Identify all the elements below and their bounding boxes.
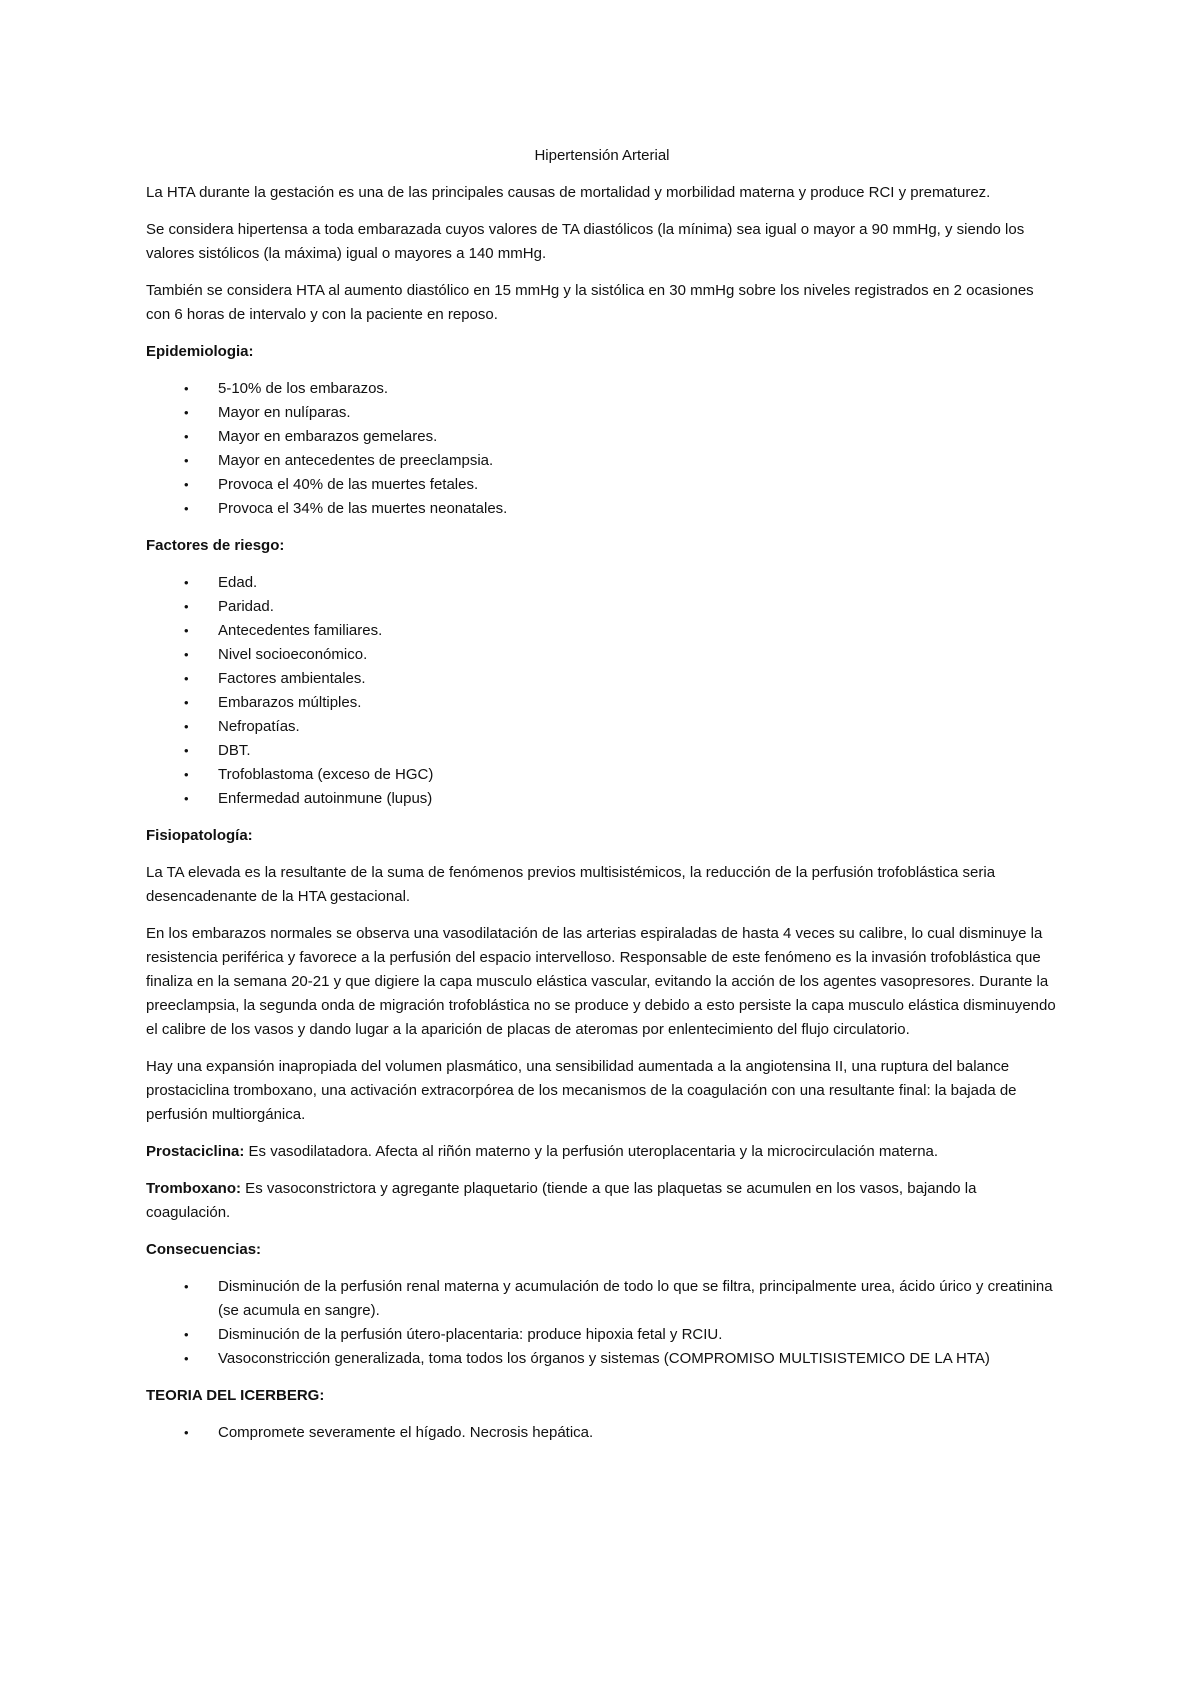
- list-item: [146, 763, 1058, 787]
- bullet-icon: •: [184, 381, 189, 396]
- list-item: [146, 595, 1058, 619]
- bullet-icon: •: [184, 599, 189, 614]
- fisiopatologia-paragraph: En los embarazos normales se observa una vasodilatación de las arterias espiraladas de hasta 4 veces su calibre, lo cual disminuye la resistencia periférica y favorece a la perfusión del espacio intervelloso. Responsable de este fenómeno es la invasión trofoblástica que finaliza en la semana 20-21 y que digiere la capa musculo elástica vascular, evitando la acción de los agentes vasopresores. Durante la preeclampsia, la segunda onda de migración trofoblástica no se produce y debido a esto persiste la capa musculo elástica disminuyendo el calibre de los vasos y dando lugar a la aparición de placas de ateromas por enlentecimiento del flujo circulatorio.: [146, 925, 1056, 1038]
- iceberg-list: [146, 1421, 1058, 1445]
- list-item: [146, 691, 1058, 715]
- intro-paragraph: También se considera HTA al aumento diastólico en 15 mmHg y la sistólica en 30 mmHg sobre los niveles registrados en 2 ocasiones con 6 horas de intervalo y con la paciente en reposo.: [146, 282, 1034, 323]
- list-item: [146, 425, 1058, 449]
- prostaciclina-label: Prostaciclina:: [146, 1143, 245, 1160]
- bullet-icon: •: [184, 1327, 189, 1342]
- list-item: [146, 1275, 1058, 1323]
- bullet-icon: •: [184, 477, 189, 492]
- list-item: [146, 619, 1058, 643]
- list-item-text: Nefropatías.: [218, 718, 300, 735]
- intro-paragraph: La HTA durante la gestación es una de las principales causas de mortalidad y morbilidad materna y produce RCI y prematurez.: [146, 184, 991, 201]
- factores-list: [146, 571, 1058, 811]
- bullet-icon: •: [184, 1351, 189, 1366]
- fisiopatologia-paragraph: Hay una expansión inapropiada del volumen plasmático, una sensibilidad aumentada a la angiotensina II, una ruptura del balance prostaciclina tromboxano, una activación extracorpórea de los mecanismos de la coagulación con una resultante final: la bajada de perfusión multiorgánica.: [146, 1058, 1017, 1123]
- list-item-text: Paridad.: [218, 598, 274, 615]
- bullet-icon: •: [184, 743, 189, 758]
- section-heading-iceberg: TEORIA DEL ICERBERG:: [146, 1387, 325, 1404]
- epidemiologia-list: [146, 377, 1058, 521]
- list-item: [146, 497, 1058, 521]
- list-item-text: Disminución de la perfusión útero-placentaria: produce hipoxia fetal y RCIU.: [218, 1326, 723, 1343]
- list-item-text: Factores ambientales.: [218, 670, 366, 687]
- bullet-icon: •: [184, 623, 189, 638]
- list-item: [146, 571, 1058, 595]
- bullet-icon: •: [184, 501, 189, 516]
- bullet-icon: •: [184, 791, 189, 806]
- list-item: [146, 739, 1058, 763]
- list-item-text: Nivel socioeconómico.: [218, 646, 368, 663]
- consecuencias-list: [146, 1275, 1058, 1371]
- list-item: [146, 715, 1058, 739]
- list-item: [146, 1347, 1058, 1371]
- bullet-icon: •: [184, 695, 189, 710]
- section-heading-fisiopatologia: Fisiopatología:: [146, 827, 253, 844]
- list-item-text: Mayor en antecedentes de preeclampsia.: [218, 452, 494, 469]
- list-item: [146, 377, 1058, 401]
- list-item: [146, 1323, 1058, 1347]
- bullet-icon: •: [184, 1279, 189, 1294]
- bullet-icon: •: [184, 647, 189, 662]
- list-item-text: Mayor en nulíparas.: [218, 404, 351, 421]
- list-item-text: Compromete severamente el hígado. Necrosis hepática.: [218, 1424, 594, 1441]
- list-item-text: Embarazos múltiples.: [218, 694, 362, 711]
- bullet-icon: •: [184, 575, 189, 590]
- list-item-text: Edad.: [218, 574, 258, 591]
- tromboxano-text: Es vasoconstrictora y agregante plaquetario (tiende a que las plaquetas se acumulen en los vasos, bajando la coagulación.: [146, 1180, 977, 1221]
- list-item-text: Provoca el 40% de las muertes fetales.: [218, 476, 479, 493]
- bullet-icon: •: [184, 453, 189, 468]
- list-item-text: Disminución de la perfusión renal materna y acumulación de todo lo que se filtra, principalmente urea, ácido úrico y creatinina (se acumula en sangre).: [218, 1278, 1053, 1319]
- tromboxano-label: Tromboxano:: [146, 1180, 242, 1197]
- prostaciclina-text: Es vasodilatadora. Afecta al riñón materno y la perfusión uteroplacentaria y la microcirculación materna.: [244, 1143, 939, 1160]
- document-title: Hipertensión Arterial: [534, 147, 670, 164]
- list-item: [146, 1421, 1058, 1445]
- list-item-text: Trofoblastoma (exceso de HGC): [218, 766, 434, 783]
- tromboxano-paragraph: [146, 1177, 1058, 1225]
- list-item-text: Mayor en embarazos gemelares.: [218, 428, 438, 445]
- bullet-icon: •: [184, 1425, 189, 1440]
- bullet-icon: •: [184, 429, 189, 444]
- section-heading-factores: Factores de riesgo:: [146, 537, 285, 554]
- bullet-icon: •: [184, 405, 189, 420]
- list-item-text: 5-10% de los embarazos.: [218, 380, 389, 397]
- intro-paragraph: Se considera hipertensa a toda embarazada cuyos valores de TA diastólicos (la mínima) sea igual o mayor a 90 mmHg, y siendo los valores sistólicos (la máxima) igual o mayores a 140 mmHg.: [146, 221, 1025, 262]
- list-item-text: Vasoconstricción generalizada, toma todos los órganos y sistemas (COMPROMISO MULTISISTEMICO DE LA HTA): [218, 1350, 990, 1367]
- list-item-text: Enfermedad autoinmune (lupus): [218, 790, 433, 807]
- list-item-text: Antecedentes familiares.: [218, 622, 383, 639]
- list-item: [146, 667, 1058, 691]
- fisiopatologia-paragraph: La TA elevada es la resultante de la suma de fenómenos previos multisistémicos, la reducción de la perfusión trofoblástica seria desencadenante de la HTA gestacional.: [146, 864, 996, 905]
- prostaciclina-paragraph: [146, 1140, 1058, 1164]
- bullet-icon: •: [184, 719, 189, 734]
- list-item: [146, 449, 1058, 473]
- list-item: [146, 643, 1058, 667]
- list-item: [146, 787, 1058, 811]
- list-item-text: DBT.: [218, 742, 251, 759]
- bullet-icon: •: [184, 767, 189, 782]
- bullet-icon: •: [184, 671, 189, 686]
- list-item: [146, 401, 1058, 425]
- list-item-text: Provoca el 34% de las muertes neonatales.: [218, 500, 508, 517]
- section-heading-epidemiologia: Epidemiologia:: [146, 343, 254, 360]
- list-item: [146, 473, 1058, 497]
- section-heading-consecuencias: Consecuencias:: [146, 1241, 262, 1258]
